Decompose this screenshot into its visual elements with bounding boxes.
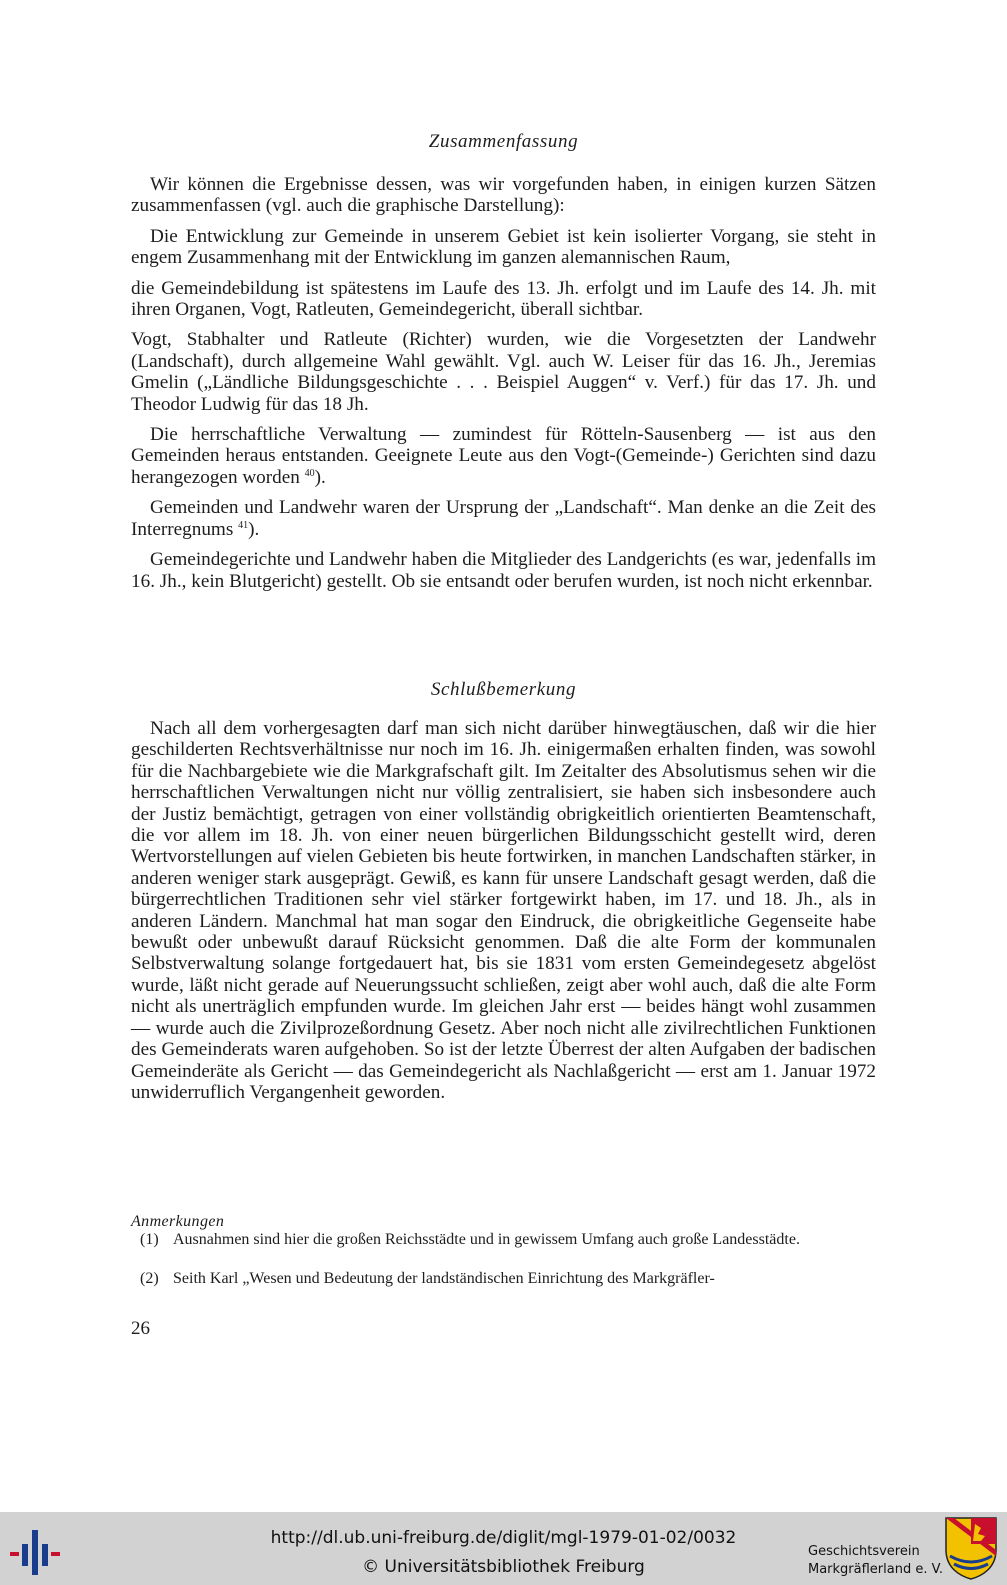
footnote	[140, 1230, 876, 1249]
paragraph-text: Die herrschaftliche Verwaltung — zumindest für Rötteln-Sausenberg — ist aus den Gemeinden heraus entstanden. Geeignete Leute aus den Vogt-(Gemeinde-) Gerichten sind dazu herangezogen worden	[131, 424, 876, 488]
footer-bar	[0, 1512, 1007, 1585]
page-number: 26	[131, 1318, 150, 1339]
summary-paragraph	[131, 424, 876, 488]
society-name	[808, 1543, 943, 1579]
document-url-link[interactable]: http://dl.ub.uni-freiburg.de/diglit/mgl-1979-01-02/0032	[270, 1528, 737, 1548]
coat-of-arms-icon	[944, 1516, 998, 1580]
footnote-ref: 41	[238, 519, 249, 531]
footnote-number: (2)	[140, 1270, 159, 1287]
summary-paragraph: die Gemeindebildung ist spätestens im Laufe des 13. Jh. erfolgt und im Laufe des 14. Jh. mit ihren Organen, Vogt, Ratleuten, Gemeindegericht, überall sichtbar.	[131, 277, 876, 321]
closing-remark-text	[131, 718, 876, 1103]
summary-paragraph: Gemeindegerichte und Landwehr haben die Mitglieder des Landgerichts (es war, jedenfalls im 16. Jh., kein Blutgericht) gestellt. Ob sie entsandt oder berufen wurden, ist noch nicht erkennbar.	[131, 549, 876, 592]
summary-paragraph: Wir können die Ergebnisse dessen, was wir vorgefunden haben, in einigen kurzen Sätzen zusammenfassen (vgl. auch die graphische Darstellung):	[131, 174, 876, 217]
section-heading-schlussbemerkung: Schlußbemerkung	[430, 679, 577, 700]
summary-paragraph: Die Entwicklung zur Gemeinde in unserem Gebiet ist kein isolierter Vorgang, sie steht in engem Zusammenhang mit der Entwicklung im ganzen alemannischen Raum,	[131, 225, 876, 269]
section-heading-zusammenfassung: Zusammenfassung	[428, 131, 579, 152]
society-name-line: Markgräflerland e. V.	[808, 1562, 943, 1577]
footnote	[140, 1269, 876, 1288]
summary-paragraph	[131, 497, 876, 540]
paragraph-text-end: ).	[248, 518, 260, 540]
paragraph-text-end: ).	[314, 466, 326, 488]
paragraph-text: Gemeinden und Landwehr waren der Ursprung der „Landschaft“. Man denke an die Zeit des Interregnums	[131, 497, 876, 540]
footnote-text: Seith Karl „Wesen und Bedeutung der landständischen Einrichtung des Markgräfler-	[173, 1270, 715, 1287]
footnote-ref: 40	[304, 467, 315, 479]
notes-heading: Anmerkungen	[131, 1213, 225, 1230]
society-name-line: Geschichtsverein	[808, 1544, 920, 1559]
summary-text	[131, 174, 876, 592]
copyright-text: © Universitätsbibliothek Freiburg	[362, 1557, 645, 1577]
closing-paragraph: Nach all dem vorhergesagten darf man sich nicht darüber hinwegtäuschen, daß wir die hier geschilderten Rechtsverhältnisse nur noch im 16. Jh. einigermaßen erhalten finden, was sowohl für die Nachbargebiete wie die Markgrafschaft gilt. Im Zeitalter des Absolutismus sehen wir die herrschaftlichen Verwaltungen nicht nur völlig zentralisiert, sie haben sich insbesondere auch der Justiz bemächtigt, getragen von einer vollständig obrigkeitlich orientierten Beamtenschaft, die vor allem im 18. Jh. von einer neuen bürgerlichen Bildungsschicht gestellt wird, deren Wertvorstellungen auf vielen Gebieten bis heute fortwirken, in manchen Landschaften stärker, in anderen weniger stark ausgeprägt. Gewiß, es kann für unsere Landschaft gesagt werden, daß die bürgerrechtlichen Traditionen sehr viel stärker fortgewirkt haben, im 17. und 18. Jh., als in anderen Ländern. Manchmal hat man sogar den Eindruck, die obrigkeitliche Gegenseite habe bewußt oder unbewußt darauf Rücksicht genommen. Daß die alte Form der kommunalen Selbstverwaltung solange fortgedauert hat, bis sie 1831 vom ersten Gemeindegesetz abgelöst wurde, läßt nicht gerade auf Neuerungssucht schließen, zeigt aber wohl auch, daß die alte Form nicht als unerträglich empfunden wurde. Im gleichen Jahr erst — beides hängt wohl zusammen — wurde auch die Zivilprozeßordnung Gesetz. Aber noch nicht alle zivilrechtlichen Funktionen des Gemeinderats waren aufgehoben. So ist der letzte Überrest der alten Aufgaben der badischen Gemeinderäte als Gericht — das Gemeindegericht als Nachlaßgericht — erst am 1. Januar 1972 unwiderruflich Vergangenheit geworden.	[131, 718, 876, 1103]
footnote-number: (1)	[140, 1231, 159, 1248]
footnote-text: Ausnahmen sind hier die großen Reichsstädte und in gewissem Umfang auch große Landesstädte.	[173, 1231, 800, 1248]
summary-paragraph: Vogt, Stabhalter und Ratleute (Richter) wurden, wie die Vorgesetzten der Landwehr (Landschaft), durch allgemeine Wahl gewählt. Vgl. auch W. Leiser für das 16. Jh., Jeremias Gmelin („Ländliche Bildungsgeschichte . . . Beispiel Auggen“ v. Verf.) für das 17. Jh. und Theodor Ludwig für das 18 Jh.	[131, 329, 876, 415]
